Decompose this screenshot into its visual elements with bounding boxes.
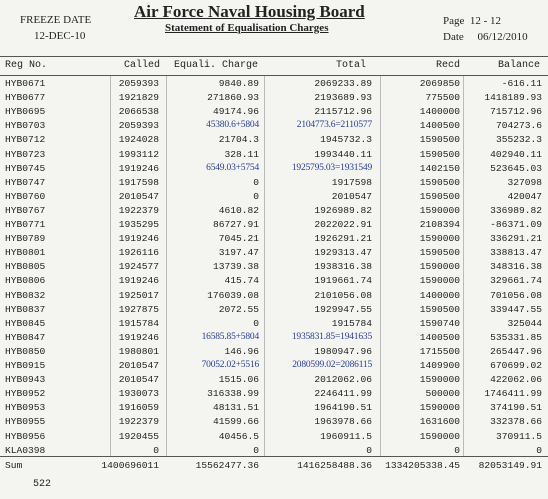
cell-recd: 1590500 xyxy=(419,190,460,202)
cell-called: 0 xyxy=(153,444,159,456)
cell-balance: 338813.47 xyxy=(490,247,542,259)
cell-total: 0 xyxy=(366,444,372,456)
cell-called: 1922379 xyxy=(118,204,159,216)
cell-total: 1925795.03=1931549 xyxy=(291,162,372,173)
cell-called: 1930073 xyxy=(118,388,159,400)
date-label: Date xyxy=(443,31,464,43)
cell-balance: 1746411.99 xyxy=(484,388,542,400)
cell-recd: 1590000 xyxy=(419,204,460,216)
cell-called: 1920455 xyxy=(118,430,159,442)
table-row xyxy=(0,134,548,147)
cell-equali-charge: 328.11 xyxy=(224,148,259,160)
cell-reg-no: HYB0771 xyxy=(5,219,46,230)
cell-total: 2022022.91 xyxy=(314,219,372,230)
cell-equali-charge: 415.74 xyxy=(224,275,259,287)
cell-balance: 704273.6 xyxy=(495,120,542,132)
cell-recd: 1400500 xyxy=(419,120,460,132)
cell-total: 2080599.02=2086115 xyxy=(292,360,372,370)
sum-balance: 82053149.91 xyxy=(478,460,542,471)
cell-total: 2101056.08 xyxy=(314,289,372,301)
col-equali-charge: Equali. Charge xyxy=(174,60,259,71)
sum-rule xyxy=(0,456,548,457)
col-balance: Balance xyxy=(498,60,541,71)
table-row xyxy=(0,233,548,246)
cell-reg-no: HYB0956 xyxy=(5,430,46,442)
table-row xyxy=(0,219,548,232)
table-row xyxy=(0,332,548,345)
cell-total: 1980947.96 xyxy=(314,345,372,357)
cell-balance: 329661.74 xyxy=(490,275,542,287)
cell-equali-charge: 1515.06 xyxy=(218,374,259,386)
cell-total: 1915784 xyxy=(331,317,372,329)
cell-recd: 1590740 xyxy=(419,317,460,329)
cell-reg-no: HYB0832 xyxy=(5,289,46,301)
cell-equali-charge: 271860.93 xyxy=(207,92,259,104)
cell-reg-no: HYB0955 xyxy=(5,416,46,428)
cell-total: 2104773.6=2110577 xyxy=(296,120,372,131)
cell-total: 2069233.89 xyxy=(314,78,372,89)
cell-recd: 500000 xyxy=(425,388,460,400)
cell-called: 1935295 xyxy=(118,219,159,230)
cell-recd: 1590500 xyxy=(419,303,460,315)
cell-balance: 701056.08 xyxy=(490,289,542,301)
cell-recd: 1400000 xyxy=(419,289,460,301)
cell-balance: 422062.06 xyxy=(490,374,542,386)
cell-balance: 374190.51 xyxy=(490,402,542,414)
table-row xyxy=(0,416,548,429)
cell-balance: 370911.5 xyxy=(495,430,542,442)
cell-total: 1929947.55 xyxy=(314,303,372,315)
cell-total: 1938316.38 xyxy=(314,261,372,273)
header-top-rule xyxy=(0,56,548,57)
cell-recd: 1590000 xyxy=(419,261,460,273)
report-date xyxy=(443,31,528,43)
cell-total: 1945732.3 xyxy=(320,134,372,146)
page-number xyxy=(443,15,501,27)
cell-total: 1960911.5 xyxy=(320,430,372,442)
cell-called: 2059393 xyxy=(118,120,159,132)
cell-equali-charge: 0 xyxy=(253,190,259,202)
cell-called: 2066538 xyxy=(118,106,159,118)
cell-total: 2193689.93 xyxy=(314,92,372,104)
cell-called: 2010547 xyxy=(118,360,159,371)
cell-balance: 265447.96 xyxy=(490,345,542,357)
cell-recd: 1590000 xyxy=(419,402,460,414)
cell-total: 1935831.85=1941635 xyxy=(291,331,372,342)
sum-recd: 1334205338.45 xyxy=(385,460,460,471)
cell-called: 1916059 xyxy=(118,402,159,414)
cell-equali-charge: 13739.38 xyxy=(212,261,259,273)
cell-reg-no: HYB0845 xyxy=(5,317,46,329)
cell-called: 1917598 xyxy=(118,176,159,188)
cell-total: 2246411.99 xyxy=(314,388,372,400)
cell-balance: 348316.38 xyxy=(490,261,542,273)
cell-total: 1993440.11 xyxy=(314,148,372,160)
cell-called: 1915784 xyxy=(118,317,159,329)
cell-total: 2010547 xyxy=(331,190,372,202)
cell-recd: 1715500 xyxy=(419,345,460,357)
table-row xyxy=(0,92,548,105)
cell-balance: 420047 xyxy=(507,190,542,202)
cell-recd: 1590500 xyxy=(419,148,460,160)
cell-total: 2012062.06 xyxy=(314,374,372,386)
table-row xyxy=(0,402,548,415)
cell-equali-charge: 41599.66 xyxy=(212,416,259,428)
cell-called: 1993112 xyxy=(118,148,159,160)
cell-called: 1925017 xyxy=(118,289,159,301)
cell-called: 1980801 xyxy=(118,345,159,357)
cell-reg-no: HYB0703 xyxy=(5,120,46,132)
table-row xyxy=(0,78,548,91)
cell-reg-no: HYB0805 xyxy=(5,261,46,273)
table-row xyxy=(0,290,548,303)
table-row xyxy=(0,374,548,387)
cell-equali-charge: 0 xyxy=(253,444,259,456)
table-row xyxy=(0,275,548,288)
cell-called: 1919246 xyxy=(118,331,159,343)
cell-equali-charge: 49174.96 xyxy=(212,106,259,118)
cell-balance: -86371.09 xyxy=(490,219,542,230)
cell-reg-no: HYB0837 xyxy=(5,303,46,315)
page-value: 12 - 12 xyxy=(469,15,502,27)
cell-equali-charge: 3197.47 xyxy=(218,247,259,259)
cell-reg-no: HYB0943 xyxy=(5,374,46,386)
table-row xyxy=(0,247,548,260)
cell-reg-no: HYB0806 xyxy=(5,275,46,287)
table-row xyxy=(0,163,548,176)
cell-recd: 1590500 xyxy=(419,134,460,146)
cell-called: 1922379 xyxy=(118,416,159,428)
cell-recd: 1402150 xyxy=(419,162,460,174)
cell-called: 2010547 xyxy=(118,374,159,386)
cell-recd: 1590000 xyxy=(419,233,460,245)
sum-total: 1416258488.36 xyxy=(297,460,372,471)
cell-balance: 535331.85 xyxy=(490,331,542,343)
cell-reg-no: HYB0801 xyxy=(5,247,46,259)
table-row xyxy=(0,106,548,119)
cell-total: 1929313.47 xyxy=(314,247,372,259)
cell-reg-no: HYB0915 xyxy=(5,360,46,371)
cell-equali-charge: 0 xyxy=(253,176,259,188)
sum-label: Sum xyxy=(5,460,23,471)
page-title: Air Force Naval Housing Board xyxy=(134,2,365,21)
sum-equali-charge: 15562477.36 xyxy=(195,460,259,471)
cell-recd: 2108394 xyxy=(419,219,460,230)
cell-equali-charge: 7045.21 xyxy=(218,233,259,245)
sum-row xyxy=(0,460,548,473)
col-reg-no: Reg No. xyxy=(5,60,48,71)
cell-total: 1963978.66 xyxy=(314,416,372,428)
table-row xyxy=(0,431,548,444)
cell-equali-charge: 48131.51 xyxy=(212,402,259,414)
cell-reg-no: HYB0677 xyxy=(5,92,46,104)
cell-called: 1924028 xyxy=(118,134,159,146)
cell-balance: 332378.66 xyxy=(490,416,542,428)
cell-equali-charge: 146.96 xyxy=(224,345,259,357)
cell-recd: 1590500 xyxy=(419,247,460,259)
cell-reg-no: HYB0789 xyxy=(5,233,46,245)
table-row xyxy=(0,261,548,274)
cell-reg-no: HYB0847 xyxy=(5,331,46,343)
cell-equali-charge: 21704.3 xyxy=(218,134,259,146)
table-row xyxy=(0,360,548,373)
cell-equali-charge: 9840.89 xyxy=(218,78,259,89)
page-label: Page xyxy=(443,15,465,27)
cell-balance: 336989.82 xyxy=(490,204,542,216)
cell-total: 1926291.21 xyxy=(314,233,372,245)
cell-recd: 775500 xyxy=(425,92,460,104)
cell-called: 1924577 xyxy=(118,261,159,273)
cell-equali-charge: 45380.6+5804 xyxy=(206,120,259,131)
date-value: 06/12/2010 xyxy=(477,31,528,43)
cell-called: 1919246 xyxy=(118,233,159,245)
cell-balance: -616.11 xyxy=(501,78,542,89)
cell-reg-no: HYB0767 xyxy=(5,204,46,216)
cell-balance: 327098 xyxy=(507,176,542,188)
table-row xyxy=(0,304,548,317)
cell-reg-no: HYB0712 xyxy=(5,134,46,146)
cell-reg-no: HYB0671 xyxy=(5,78,46,89)
table-row xyxy=(0,205,548,218)
col-called: Called xyxy=(124,60,161,71)
col-recd: Recd xyxy=(436,60,461,71)
cell-equali-charge: 16585.85+5804 xyxy=(201,331,259,342)
cell-called: 1927875 xyxy=(118,303,159,315)
cell-equali-charge: 2072.55 xyxy=(218,303,259,315)
cell-total: 1964190.51 xyxy=(314,402,372,414)
cell-balance: 1418189.93 xyxy=(484,92,542,104)
cell-recd: 1590000 xyxy=(419,430,460,442)
cell-total: 2115712.96 xyxy=(314,106,372,118)
cell-reg-no: HYB0953 xyxy=(5,402,46,414)
cell-balance: 0 xyxy=(536,444,542,456)
cell-recd: 1409900 xyxy=(419,360,460,371)
cell-balance: 339447.55 xyxy=(490,303,542,315)
cell-equali-charge: 40456.5 xyxy=(218,430,259,442)
cell-called: 2059393 xyxy=(118,78,159,89)
table-row xyxy=(0,120,548,133)
freeze-date-value: 12-DEC-10 xyxy=(34,30,86,42)
cell-reg-no: HYB0760 xyxy=(5,190,46,202)
cell-reg-no: KLA0398 xyxy=(5,444,46,456)
cell-called: 1919246 xyxy=(118,162,159,174)
table-row xyxy=(0,177,548,190)
header-bottom-rule xyxy=(0,75,548,76)
cell-total: 1919661.74 xyxy=(314,275,372,287)
cell-balance: 325044 xyxy=(507,317,542,329)
cell-reg-no: HYB0723 xyxy=(5,148,46,160)
cell-reg-no: HYB0745 xyxy=(5,162,46,174)
cell-balance: 402940.11 xyxy=(490,148,542,160)
cell-recd: 1400000 xyxy=(419,106,460,118)
table-row xyxy=(0,346,548,359)
cell-balance: 670699.02 xyxy=(490,360,542,371)
cell-called: 1926116 xyxy=(118,247,159,259)
cell-recd: 1400500 xyxy=(419,331,460,343)
cell-recd: 1631600 xyxy=(419,416,460,428)
col-total: Total xyxy=(336,60,367,71)
cell-recd: 0 xyxy=(454,444,460,456)
cell-recd: 1590000 xyxy=(419,275,460,287)
cell-called: 1921829 xyxy=(118,92,159,104)
sum-called: 1400696011 xyxy=(101,460,159,471)
cell-total: 1917598 xyxy=(331,176,372,188)
page-subtitle: Statement of Equalisation Charges xyxy=(165,22,329,34)
cell-equali-charge: 316338.99 xyxy=(207,388,259,400)
table-row xyxy=(0,388,548,401)
table-row xyxy=(0,191,548,204)
cell-equali-charge: 176039.08 xyxy=(207,289,259,301)
table-header xyxy=(0,58,548,76)
table-row xyxy=(0,149,548,162)
cell-called: 1919246 xyxy=(118,275,159,287)
cell-equali-charge: 4610.82 xyxy=(218,204,259,216)
cell-equali-charge: 6549.03+5754 xyxy=(206,162,259,173)
cell-balance: 336291.21 xyxy=(490,233,542,245)
cell-equali-charge: 70052.02+5516 xyxy=(201,360,259,370)
cell-reg-no: HYB0747 xyxy=(5,176,46,188)
cell-equali-charge: 86727.91 xyxy=(212,219,259,230)
cell-recd: 1590000 xyxy=(419,374,460,386)
cell-reg-no: HYB0952 xyxy=(5,388,46,400)
cell-total: 1926989.82 xyxy=(314,204,372,216)
cell-balance: 355232.3 xyxy=(495,134,542,146)
freeze-date-label: FREEZE DATE xyxy=(20,14,92,26)
cell-reg-no: HYB0850 xyxy=(5,345,46,357)
cell-recd: 2069850 xyxy=(419,78,460,89)
cell-reg-no: HYB0695 xyxy=(5,106,46,118)
cell-recd: 1590500 xyxy=(419,176,460,188)
cell-balance: 715712.96 xyxy=(490,106,542,118)
cell-called: 2010547 xyxy=(118,190,159,202)
table-row xyxy=(0,318,548,331)
record-count: 522 xyxy=(33,479,52,490)
cell-equali-charge: 0 xyxy=(253,317,259,329)
cell-balance: 523645.03 xyxy=(490,162,542,174)
